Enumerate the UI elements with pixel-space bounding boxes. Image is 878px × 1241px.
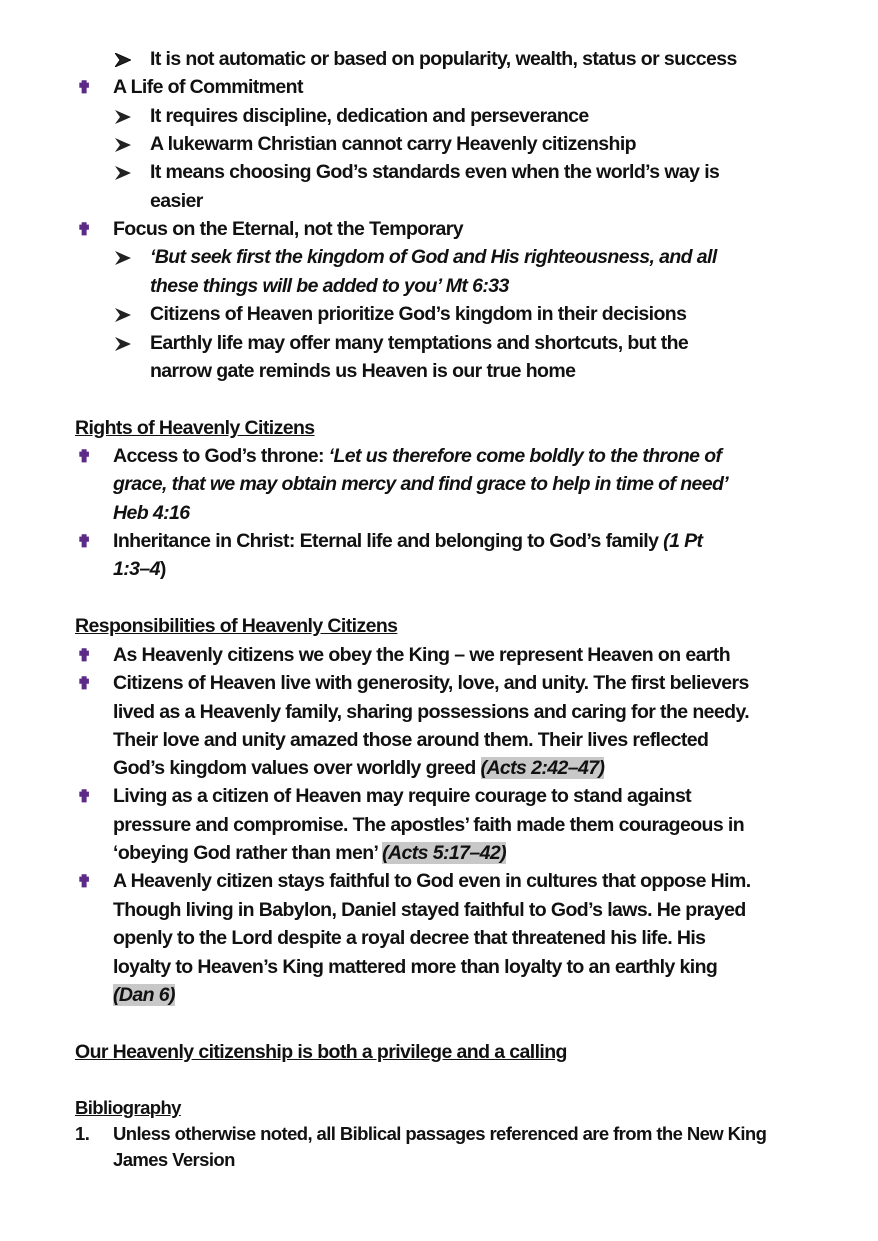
responsibility-item-2-line: Their love and unity amazed those around them. Their lives reflected [113,729,709,751]
arrow-bullet-icon [115,53,131,67]
cross-bullet-icon: ✟ [77,447,92,466]
bullet-text: Earthly life may offer many temptations and shortcuts, but the [150,332,689,354]
section-title: Focus on the Eternal, not the Temporary [113,218,464,240]
scripture-quote: ‘But seek first the kingdom of God and His righteousness, and all [150,246,717,268]
rights-item-1-quote-continued: grace, that we may obtain mercy and find grace to help in time of need’ [113,473,729,495]
bibliography-heading: Bibliography [75,1097,181,1118]
bullet-text-continued: easier [150,190,203,212]
responsibility-item-3-text: ‘obeying God rather than men’ [113,842,383,864]
rights-heading: Rights of Heavenly Citizens [75,417,315,439]
rights-item-2-ref: (1 Pt [663,530,703,552]
closing-heading: Our Heavenly citizenship is both a privilege and a calling [75,1041,567,1063]
rights-item-1-lead: Access to God’s throne: [113,445,329,467]
arrow-bullet-icon [115,166,131,180]
responsibility-item-4-line: loyalty to Heaven’s King mattered more than loyalty to an earthly king [113,956,718,978]
bullet-text: It is not automatic or based on popularity, wealth, status or success [150,48,737,70]
rights-item-1-reference: Heb 4:16 [113,502,190,524]
scripture-quote-continued: these things will be added to you’ Mt 6:33 [150,275,509,297]
cross-bullet-icon: ✟ [77,674,92,693]
bullet-text: A lukewarm Christian cannot carry Heavenly citizenship [150,133,636,155]
bullet-text: It requires discipline, dedication and perseverance [150,105,589,127]
arrow-bullet-icon [115,110,131,124]
arrow-bullet-icon [115,138,131,152]
rights-item-1-quote: ‘Let us therefore come boldly to the throne of [328,445,722,467]
arrow-bullet-icon [115,251,131,265]
responsibility-item-3-last [113,839,506,868]
responsibility-item-3-line: Living as a citizen of Heaven may require courage to stand against [113,785,692,807]
scripture-reference-highlight: (Acts 5:17–42) [382,842,506,864]
cross-bullet-icon: ✟ [77,78,92,97]
responsibility-item-4-ref-line [113,981,175,1010]
responsibilities-heading: Responsibilities of Heavenly Citizens [75,615,398,637]
rights-item-2-continued [113,555,166,584]
responsibility-item-4-line: openly to the Lord despite a royal decree that threatened his life. His [113,927,706,949]
responsibility-item-4-line: Though living in Babylon, Daniel stayed faithful to God’s laws. He prayed [113,899,746,921]
scripture-reference-highlight: (Dan 6) [113,984,175,1006]
cross-bullet-icon: ✟ [77,646,92,665]
bullet-text-continued: narrow gate reminds us Heaven is our true home [150,360,576,382]
bibliography-entry: Unless otherwise noted, all Biblical passages referenced are from the New King [113,1123,767,1144]
rights-item-2-text: Inheritance in Christ: Eternal life and belonging to God’s family [113,530,664,552]
responsibility-item-4-line: A Heavenly citizen stays faithful to God even in cultures that oppose Him. [113,870,751,892]
bibliography-entry-continued: James Version [113,1149,235,1170]
responsibility-item-2-line: Citizens of Heaven live with generosity, love, and unity. The first believers [113,672,749,694]
responsibility-item-3-line: pressure and compromise. The apostles’ faith made them courageous in [113,814,745,836]
bullet-text: Citizens of Heaven prioritize God’s kingdom in their decisions [150,303,687,325]
arrow-bullet-icon [115,308,131,322]
responsibility-item-2-last [113,754,604,783]
responsibility-item-1: As Heavenly citizens we obey the King – we represent Heaven on earth [113,644,731,666]
scripture-reference-highlight: (Acts 2:42–47) [480,757,605,779]
cross-bullet-icon: ✟ [77,220,92,239]
section-title: A Life of Commitment [113,76,303,98]
cross-bullet-icon: ✟ [77,532,92,551]
rights-item-2 [113,527,702,556]
bibliography-number: 1. [75,1123,90,1144]
rights-item-1 [113,442,721,471]
bullet-text: It means choosing God’s standards even when the world’s way is [150,161,720,183]
arrow-bullet-icon [115,337,131,351]
cross-bullet-icon: ✟ [77,872,92,891]
responsibility-item-2-line: lived as a Heavenly family, sharing possessions and caring for the needy. [113,701,750,723]
cross-bullet-icon: ✟ [77,787,92,806]
rights-item-2-ref-continued: 1:3–4 [113,558,160,580]
responsibility-item-2-text: God’s kingdom values over worldly greed [113,757,481,779]
rights-item-2-close: ) [159,558,166,580]
